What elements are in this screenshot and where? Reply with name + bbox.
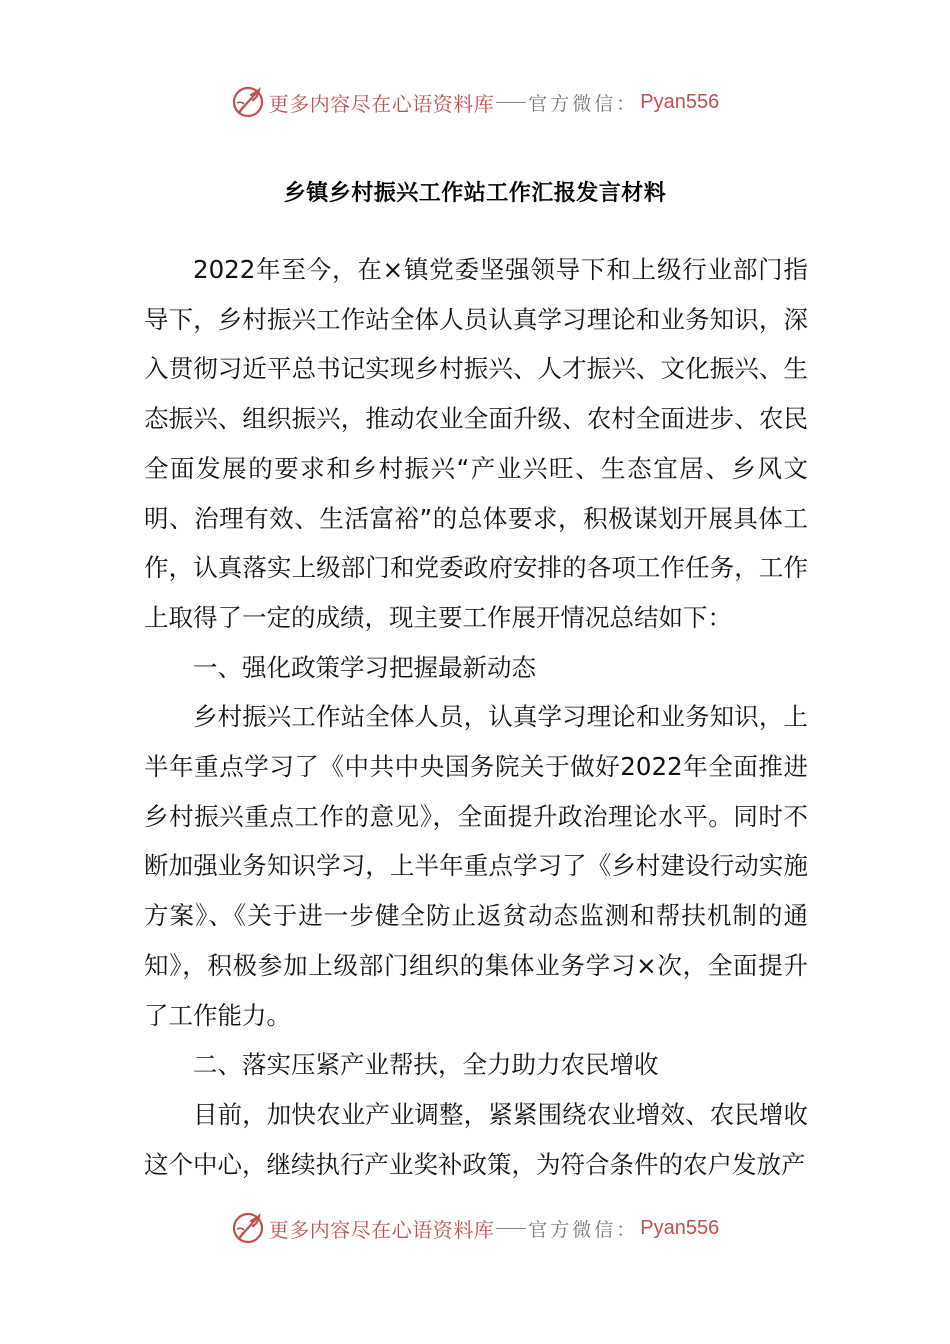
paragraph-section-2: 目前，加快农业产业调整，紧紧围绕农业增效、农民增收这个中心，继续执行产业奖补政策，为符合条件的农户发放产	[144, 1099, 808, 1179]
header-banner	[0, 82, 950, 122]
section-heading-2: 二、落实压紧产业帮扶，全力助力农民增收	[193, 1050, 659, 1080]
promo-text: 更多内容尽在心语资料库	[268, 91, 495, 116]
document-body	[144, 245, 808, 1189]
banner-dash	[496, 1228, 526, 1229]
official-wechat-label: 官方微信：	[528, 1218, 639, 1241]
banner-dash	[496, 102, 526, 103]
footer-banner	[0, 1208, 950, 1248]
document-title: 乡镇乡村振兴工作站工作汇报发言材料	[283, 181, 667, 206]
paragraph-section-1: 乡村振兴工作站全体人员，认真学习理论和业务知识，上半年重点学习了《中共中央国务院关于做好2022年全面推进乡村振兴重点工作的意见》，全面提升政治理论水平。同时不断加强业务知识学习，上半年重点学习了《乡村建设行动实施方案》、《关于进一步健全防止返贫动态监测和帮扶机制的通知》，积极参加上级部门组织的集体业务学习×次，全面提升了工作能力。	[144, 702, 808, 1030]
promo-text: 更多内容尽在心语资料库	[268, 1217, 495, 1242]
wechat-id: Pyan556	[640, 1216, 720, 1239]
paragraph-intro: 2022年至今，在×镇党委坚强领导下和上级行业部门指导下，乡村振兴工作站全体人员认真学习理论和业务知识，深入贯彻习近平总书记实现乡村振兴、人才振兴、文化振兴、生态振兴、组织振兴，推动农业全面升级、农村全面进步、农民全面发展的要求和乡村振兴“产业兴旺、生态宜居、乡风文明、治理有效、生活富裕”的总体要求，积极谋划开展具体工作，认真落实上级部门和党委政府安排的各项工作任务，工作上取得了一定的成绩，现主要工作展开情况总结如下：	[144, 255, 808, 632]
official-wechat-label: 官方微信：	[528, 92, 639, 115]
section-heading-1: 一、强化政策学习把握最新动态	[193, 652, 536, 682]
quill-pen-logo-icon	[231, 1211, 265, 1245]
wechat-id: Pyan556	[640, 90, 720, 113]
quill-pen-logo-icon	[231, 85, 265, 119]
